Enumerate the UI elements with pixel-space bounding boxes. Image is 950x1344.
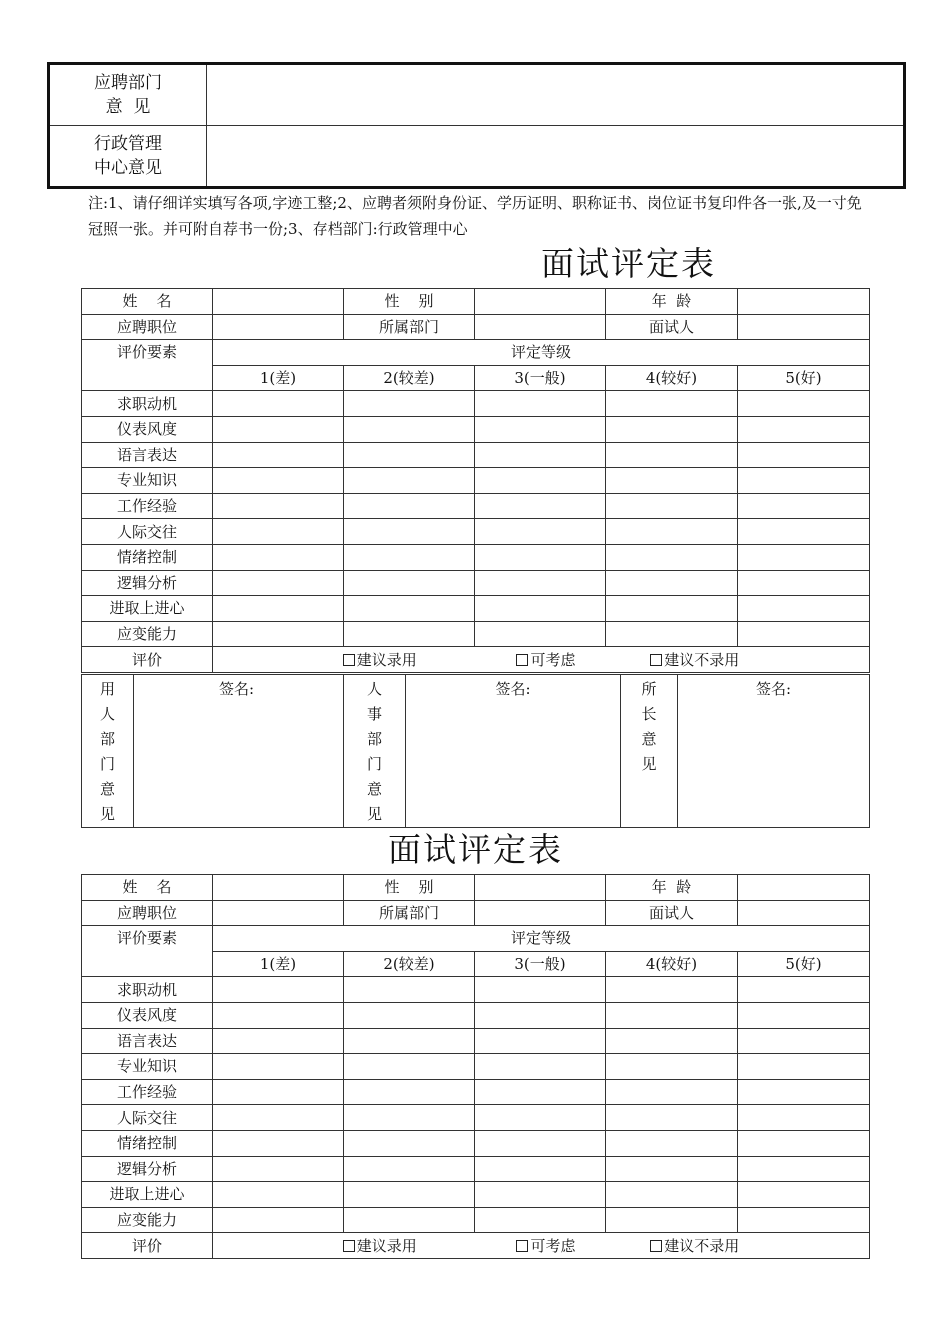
factor-row [82, 1002, 870, 1028]
grade-5: 5(好) [738, 951, 870, 977]
factor-row [82, 621, 870, 647]
factor-label: 情绪控制 [82, 1130, 213, 1156]
factor-row [82, 1054, 870, 1080]
grade-cell[interactable] [475, 596, 606, 622]
grade-cell[interactable] [475, 1054, 606, 1080]
grade-cell[interactable] [606, 1079, 738, 1105]
checkbox-icon[interactable] [650, 654, 662, 666]
name-label: 姓 名 [82, 875, 213, 901]
grade-cell[interactable] [738, 1002, 870, 1028]
checkbox-icon[interactable] [650, 1240, 662, 1252]
grade-1: 1(差) [213, 365, 344, 391]
evaluation-table [81, 874, 870, 1259]
factor-label: 逻辑分析 [82, 1156, 213, 1182]
evaluation-row [82, 1233, 870, 1259]
grade-cell[interactable] [213, 1207, 344, 1233]
factor-label: 求职动机 [82, 391, 213, 417]
grade-cell[interactable] [606, 1156, 738, 1182]
option-not-hire[interactable]: 建议不录用 [650, 648, 739, 672]
grade-2: 2(较差) [344, 951, 475, 977]
grade-cell[interactable] [344, 1130, 475, 1156]
grade-cell[interactable] [606, 570, 738, 596]
age-field[interactable] [738, 289, 870, 315]
grade-cell[interactable] [738, 519, 870, 545]
option-recommend-hire[interactable]: 建议录用 [343, 1234, 417, 1258]
grade-cell[interactable] [738, 1028, 870, 1054]
grade-cell[interactable] [344, 1182, 475, 1208]
grade-cell[interactable] [344, 977, 475, 1003]
grade-cell[interactable] [344, 442, 475, 468]
hr-dept-signature-field[interactable]: 签名: [406, 675, 621, 828]
grade-cell[interactable] [738, 1079, 870, 1105]
director-opinion-label: 所 长 意 见 [621, 675, 678, 828]
factor-label: 工作经验 [82, 493, 213, 519]
gender-label: 性 别 [344, 289, 475, 315]
factor-row [82, 416, 870, 442]
grade-cell[interactable] [738, 493, 870, 519]
grade-cell[interactable] [475, 1105, 606, 1131]
grade-cell[interactable] [606, 544, 738, 570]
grade-cell[interactable] [738, 468, 870, 494]
grade-cell[interactable] [344, 544, 475, 570]
interviewer-label: 面试人 [606, 314, 738, 340]
grade-5: 5(好) [738, 365, 870, 391]
grade-cell[interactable] [475, 1182, 606, 1208]
factor-row [82, 1079, 870, 1105]
grade-cell[interactable] [344, 1002, 475, 1028]
grade-4: 4(较好) [606, 365, 738, 391]
factor-label: 应变能力 [82, 1207, 213, 1233]
grade-cell[interactable] [213, 1156, 344, 1182]
grade-cell[interactable] [344, 570, 475, 596]
evaluation-options [213, 647, 870, 673]
evaluation-row [82, 647, 870, 673]
grade-cell[interactable] [213, 621, 344, 647]
grade-cell[interactable] [475, 977, 606, 1003]
position-field[interactable] [213, 314, 344, 340]
factor-row [82, 442, 870, 468]
grade-cell[interactable] [475, 1130, 606, 1156]
evaluation-label: 评价 [82, 647, 213, 673]
grade-cell[interactable] [475, 468, 606, 494]
grade-cell[interactable] [475, 1079, 606, 1105]
grade-cell[interactable] [738, 1182, 870, 1208]
checkbox-icon[interactable] [343, 654, 355, 666]
factor-row [82, 544, 870, 570]
department-label: 所属部门 [344, 314, 475, 340]
factor-row [82, 1028, 870, 1054]
factor-row [82, 1207, 870, 1233]
grade-cell[interactable] [344, 1054, 475, 1080]
factor-label: 应变能力 [82, 621, 213, 647]
factor-label: 仪表风度 [82, 416, 213, 442]
grade-cell[interactable] [738, 1054, 870, 1080]
grade-cell[interactable] [738, 391, 870, 417]
factor-label: 人际交往 [82, 519, 213, 545]
grade-cell[interactable] [475, 621, 606, 647]
grade-cell[interactable] [738, 1156, 870, 1182]
grade-cell[interactable] [606, 596, 738, 622]
grade-cell[interactable] [475, 391, 606, 417]
admin-opinion-label: 行政管理 中心意见 [49, 126, 207, 188]
grade-cell[interactable] [475, 493, 606, 519]
grade-4: 4(较好) [606, 951, 738, 977]
name-field[interactable] [213, 875, 344, 901]
opinion-table [47, 62, 906, 189]
factor-label: 仪表风度 [82, 1002, 213, 1028]
grade-cell[interactable] [606, 1130, 738, 1156]
grade-cell[interactable] [213, 519, 344, 545]
grade-cell[interactable] [606, 391, 738, 417]
department-label: 所属部门 [344, 900, 475, 926]
factor-label: 进取上进心 [82, 596, 213, 622]
gender-field[interactable] [475, 289, 606, 315]
grade-cell[interactable] [344, 391, 475, 417]
grade-cell[interactable] [475, 570, 606, 596]
grade-cell[interactable] [606, 468, 738, 494]
factor-label: 专业知识 [82, 468, 213, 494]
age-field[interactable] [738, 875, 870, 901]
grade-cell[interactable] [475, 1028, 606, 1054]
option-recommend-hire[interactable]: 建议录用 [343, 648, 417, 672]
grade-cell[interactable] [213, 1182, 344, 1208]
factor-label: 工作经验 [82, 1079, 213, 1105]
grade-cell[interactable] [475, 1156, 606, 1182]
factor-row [82, 596, 870, 622]
grade-cell[interactable] [475, 1207, 606, 1233]
option-not-hire[interactable]: 建议不录用 [650, 1234, 739, 1258]
grade-cell[interactable] [344, 416, 475, 442]
grade-cell[interactable] [213, 442, 344, 468]
grade-cell[interactable] [606, 493, 738, 519]
header-row-1 [82, 875, 870, 901]
factor-row [82, 1156, 870, 1182]
factor-label: 进取上进心 [82, 1182, 213, 1208]
factor-label: 人际交往 [82, 1105, 213, 1131]
grade-cell[interactable] [738, 977, 870, 1003]
position-field[interactable] [213, 900, 344, 926]
factor-row [82, 391, 870, 417]
grade-cell[interactable] [606, 1207, 738, 1233]
grade-cell[interactable] [213, 468, 344, 494]
grade-cell[interactable] [738, 621, 870, 647]
form-title: 面试评定表 [388, 830, 563, 869]
grade-cell[interactable] [213, 544, 344, 570]
dept-opinion-field[interactable] [207, 64, 905, 126]
grade-cell[interactable] [213, 1079, 344, 1105]
checkbox-icon[interactable] [516, 1240, 528, 1252]
grade-cell[interactable] [344, 596, 475, 622]
factor-row [82, 1130, 870, 1156]
grade-cell[interactable] [213, 493, 344, 519]
factor-label: 专业知识 [82, 1054, 213, 1080]
grade-cell[interactable] [213, 391, 344, 417]
grade-3: 3(一般) [475, 365, 606, 391]
checkbox-icon[interactable] [343, 1240, 355, 1252]
grade-cell[interactable] [738, 544, 870, 570]
grade-cell[interactable] [606, 977, 738, 1003]
grade-cell[interactable] [738, 442, 870, 468]
grade-cell[interactable] [344, 621, 475, 647]
grade-1: 1(差) [213, 951, 344, 977]
grade-cell[interactable] [606, 416, 738, 442]
grade-3: 3(一般) [475, 951, 606, 977]
director-signature-field[interactable]: 签名: [678, 675, 870, 828]
grade-label: 评定等级 [213, 340, 870, 366]
factor-label: 逻辑分析 [82, 570, 213, 596]
grade-cell[interactable] [213, 570, 344, 596]
interviewer-field[interactable] [738, 900, 870, 926]
gender-field[interactable] [475, 875, 606, 901]
dept-opinion-label: 应聘部门 意 见 [49, 64, 207, 126]
grade-label: 评定等级 [213, 926, 870, 952]
factor-label: 语言表达 [82, 442, 213, 468]
grade-cell[interactable] [475, 442, 606, 468]
grade-cell[interactable] [606, 1182, 738, 1208]
grade-cell[interactable] [213, 1002, 344, 1028]
name-field[interactable] [213, 289, 344, 315]
position-label: 应聘职位 [82, 900, 213, 926]
interviewer-label: 面试人 [606, 900, 738, 926]
hiring-dept-signature-field[interactable]: 签名: [134, 675, 344, 828]
age-label: 年 龄 [606, 875, 738, 901]
header-row-1 [82, 289, 870, 315]
grade-cell[interactable] [344, 1079, 475, 1105]
notes-text: 注:1、请仔细详实填写各项,字迹工整;2、应聘者须附身份证、学历证明、职称证书、岗位证书复印件各一张,及一寸免冠照一张。并可附自荐书一份;3、存档部门:行政管理中心 [88, 194, 862, 238]
grade-cell[interactable] [738, 416, 870, 442]
option-consider[interactable]: 可考虑 [516, 648, 575, 672]
factor-row [82, 977, 870, 1003]
factors-label: 评价要素 [82, 340, 213, 391]
grade-cell[interactable] [475, 1002, 606, 1028]
factor-row [82, 570, 870, 596]
grade-cell[interactable] [738, 1130, 870, 1156]
grade-cell[interactable] [475, 544, 606, 570]
grade-cell[interactable] [213, 416, 344, 442]
age-label: 年 龄 [606, 289, 738, 315]
grade-cell[interactable] [738, 596, 870, 622]
department-field[interactable] [475, 900, 606, 926]
grade-cell[interactable] [344, 519, 475, 545]
evaluation-options [213, 1233, 870, 1259]
grade-cell[interactable] [606, 519, 738, 545]
factor-label: 语言表达 [82, 1028, 213, 1054]
hiring-dept-opinion-label: 用 人 部 门 意 见 [82, 675, 134, 828]
grade-cell[interactable] [606, 1002, 738, 1028]
grade-cell[interactable] [606, 442, 738, 468]
grade-cell[interactable] [344, 468, 475, 494]
admin-opinion-field[interactable] [207, 126, 905, 188]
factor-row [82, 519, 870, 545]
grade-cell[interactable] [475, 416, 606, 442]
factor-row [82, 1182, 870, 1208]
grade-cell[interactable] [738, 570, 870, 596]
factor-row [82, 493, 870, 519]
factor-label: 情绪控制 [82, 544, 213, 570]
grade-cell[interactable] [213, 1105, 344, 1131]
factor-row [82, 1105, 870, 1131]
grade-cell[interactable] [738, 1105, 870, 1131]
grade-2: 2(较差) [344, 365, 475, 391]
factor-row [82, 468, 870, 494]
grade-cell[interactable] [606, 621, 738, 647]
grade-cell[interactable] [738, 1207, 870, 1233]
evaluation-table [81, 288, 870, 673]
gender-label: 性 别 [344, 875, 475, 901]
grade-cell[interactable] [606, 1028, 738, 1054]
grade-cell[interactable] [344, 1105, 475, 1131]
evaluation-label: 评价 [82, 1233, 213, 1259]
grade-cell[interactable] [344, 1207, 475, 1233]
grade-cell[interactable] [213, 596, 344, 622]
grade-cell[interactable] [344, 1156, 475, 1182]
grade-cell[interactable] [475, 519, 606, 545]
department-field[interactable] [475, 314, 606, 340]
grade-cell[interactable] [606, 1105, 738, 1131]
header-row-2 [82, 314, 870, 340]
checkbox-icon[interactable] [516, 654, 528, 666]
option-consider[interactable]: 可考虑 [516, 1234, 575, 1258]
grade-cell[interactable] [344, 1028, 475, 1054]
grade-cell[interactable] [213, 1130, 344, 1156]
grade-cell[interactable] [344, 493, 475, 519]
form-title: 面试评定表 [541, 244, 716, 283]
name-label: 姓 名 [82, 289, 213, 315]
grade-cell[interactable] [213, 1054, 344, 1080]
signature-table [81, 674, 870, 828]
factor-label: 求职动机 [82, 977, 213, 1003]
factors-label: 评价要素 [82, 926, 213, 977]
grade-cell[interactable] [606, 1054, 738, 1080]
grade-cell[interactable] [213, 1028, 344, 1054]
hr-dept-opinion-label: 人 事 部 门 意 见 [344, 675, 406, 828]
position-label: 应聘职位 [82, 314, 213, 340]
grade-cell[interactable] [213, 977, 344, 1003]
header-row-2 [82, 900, 870, 926]
interviewer-field[interactable] [738, 314, 870, 340]
